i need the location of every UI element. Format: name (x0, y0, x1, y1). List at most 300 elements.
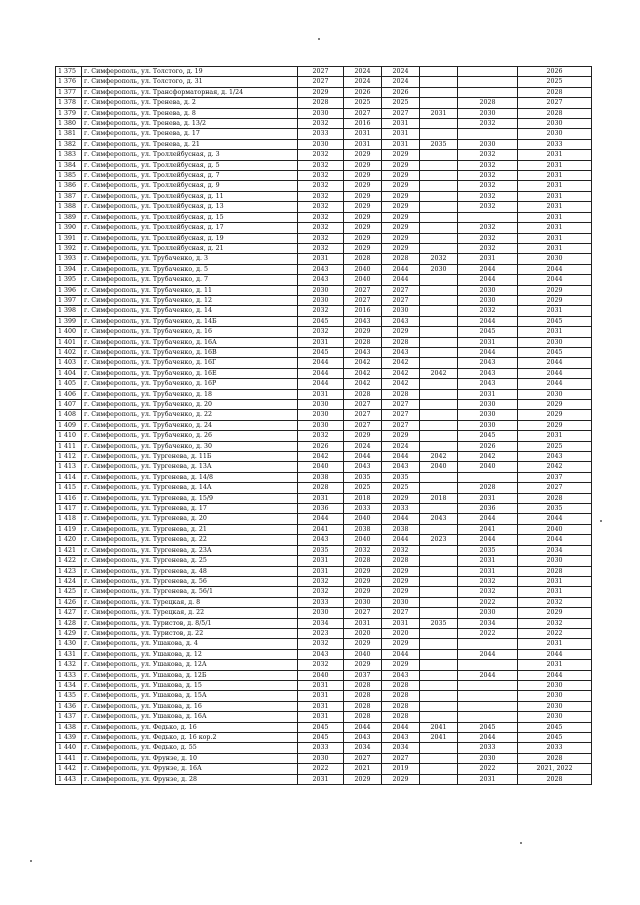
cell-row-number: 1 376 (56, 77, 82, 87)
cell-year-col-6: 2035 (518, 504, 592, 514)
cell-year-col-5: 2044 (458, 649, 518, 659)
cell-year-col-5: 2031 (458, 556, 518, 566)
table-row (56, 712, 592, 722)
cell-row-number: 1 410 (56, 431, 82, 441)
cell-year-col-1: 2040 (298, 670, 344, 680)
cell-year-col-3: 2031 (382, 129, 420, 139)
table-row (56, 452, 592, 462)
table-row (56, 774, 592, 784)
cell-year-col-5 (458, 680, 518, 690)
cell-address: г. Симферополь, ул. Трубаченко, д. 12 (82, 295, 298, 305)
cell-year-col-1: 2030 (298, 108, 344, 118)
cell-year-col-3: 2024 (382, 441, 420, 451)
cell-year-col-3: 2044 (382, 514, 420, 524)
cell-row-number: 1 384 (56, 160, 82, 170)
table-row (56, 420, 592, 430)
cell-address: г. Симферополь, ул. Тургенева, д. 21 (82, 524, 298, 534)
table-row (56, 722, 592, 732)
cell-row-number: 1 439 (56, 733, 82, 743)
cell-address: г. Симферополь, ул. Тургенева, д. 56 (82, 576, 298, 586)
cell-year-col-6: 2031 (518, 233, 592, 243)
cell-year-col-1: 2031 (298, 774, 344, 784)
table-row (56, 264, 592, 274)
cell-row-number: 1 424 (56, 576, 82, 586)
cell-year-col-5: 2044 (458, 733, 518, 743)
cell-year-col-3: 2044 (382, 535, 420, 545)
cell-year-col-3: 2028 (382, 680, 420, 690)
cell-address: г. Симферополь, ул. Тургенева, д. 15/9 (82, 493, 298, 503)
cell-year-col-5: 2032 (458, 171, 518, 181)
cell-year-col-5: 2042 (458, 452, 518, 462)
cell-year-col-5: 2044 (458, 275, 518, 285)
table-row (56, 368, 592, 378)
cell-year-col-1: 2032 (298, 576, 344, 586)
cell-year-col-5: 2036 (458, 504, 518, 514)
cell-year-col-3: 2034 (382, 743, 420, 753)
table-row (56, 285, 592, 295)
table-row (56, 306, 592, 316)
table-row (56, 441, 592, 451)
cell-year-col-6: 2031 (518, 306, 592, 316)
table-row (56, 347, 592, 357)
cell-row-number: 1 404 (56, 368, 82, 378)
cell-year-col-5: 2043 (458, 379, 518, 389)
cell-year-col-5 (458, 472, 518, 482)
cell-year-col-1: 2031 (298, 712, 344, 722)
cell-address: г. Симферополь, ул. Ушакова, д. 12 (82, 649, 298, 659)
table-row (56, 202, 592, 212)
cell-year-col-4: 2042 (420, 452, 458, 462)
cell-year-col-4: 2035 (420, 139, 458, 149)
cell-year-col-3: 2042 (382, 368, 420, 378)
cell-row-number: 1 417 (56, 504, 82, 514)
cell-year-col-2: 2029 (344, 150, 382, 160)
cell-year-col-1: 2032 (298, 587, 344, 597)
cell-year-col-6: 2045 (518, 347, 592, 357)
table-row (56, 191, 592, 201)
cell-row-number: 1 393 (56, 254, 82, 264)
cell-address: г. Симферополь, ул. Ушакова, д. 12Б (82, 670, 298, 680)
cell-year-col-6: 2029 (518, 410, 592, 420)
cell-address: г. Симферополь, ул. Троллейбусная, д. 7 (82, 171, 298, 181)
table-row (56, 223, 592, 233)
cell-year-col-6: 2045 (518, 722, 592, 732)
cell-year-col-2: 2029 (344, 171, 382, 181)
cell-year-col-4 (420, 701, 458, 711)
cell-row-number: 1 402 (56, 347, 82, 357)
cell-year-col-4 (420, 597, 458, 607)
cell-year-col-2: 2043 (344, 347, 382, 357)
table-row (56, 618, 592, 628)
cell-year-col-4 (420, 212, 458, 222)
scan-speck (318, 38, 320, 40)
cell-year-col-2: 2043 (344, 316, 382, 326)
cell-year-col-6: 2044 (518, 670, 592, 680)
cell-year-col-5: 2032 (458, 191, 518, 201)
cell-year-col-4 (420, 691, 458, 701)
cell-year-col-5: 2030 (458, 139, 518, 149)
cell-year-col-5: 2044 (458, 316, 518, 326)
cell-year-col-5: 2030 (458, 608, 518, 618)
cell-row-number: 1 382 (56, 139, 82, 149)
cell-row-number: 1 427 (56, 608, 82, 618)
cell-year-col-1: 2031 (298, 337, 344, 347)
cell-address: г. Симферополь, ул. Тренева, д. 17 (82, 129, 298, 139)
table-row (56, 400, 592, 410)
cell-year-col-4 (420, 680, 458, 690)
cell-year-col-4 (420, 191, 458, 201)
cell-year-col-1: 2032 (298, 160, 344, 170)
cell-row-number: 1 432 (56, 660, 82, 670)
table-row (56, 576, 592, 586)
cell-row-number: 1 415 (56, 483, 82, 493)
cell-year-col-2: 2029 (344, 639, 382, 649)
cell-year-col-3: 2028 (382, 337, 420, 347)
cell-year-col-3: 2029 (382, 160, 420, 170)
cell-year-col-4: 2042 (420, 368, 458, 378)
cell-address: г. Симферополь, ул. Трубаченко, д. 20 (82, 400, 298, 410)
table-row (56, 275, 592, 285)
cell-address: г. Симферополь, ул. Толстого, д. 19 (82, 67, 298, 77)
cell-year-col-6: 2028 (518, 774, 592, 784)
cell-year-col-4 (420, 545, 458, 555)
cell-year-col-3: 2042 (382, 379, 420, 389)
cell-year-col-2: 2016 (344, 119, 382, 129)
cell-year-col-5: 2043 (458, 368, 518, 378)
cell-year-col-1: 2032 (298, 212, 344, 222)
table-row (56, 160, 592, 170)
cell-year-col-6: 2029 (518, 295, 592, 305)
cell-year-col-4: 2043 (420, 514, 458, 524)
table-row (56, 753, 592, 763)
table-row (56, 410, 592, 420)
cell-year-col-5: 2030 (458, 753, 518, 763)
cell-year-col-1: 2032 (298, 233, 344, 243)
cell-year-col-2: 2028 (344, 254, 382, 264)
cell-year-col-1: 2045 (298, 733, 344, 743)
cell-year-col-3: 2028 (382, 701, 420, 711)
cell-year-col-4 (420, 98, 458, 108)
cell-year-col-4 (420, 295, 458, 305)
cell-year-col-3: 2025 (382, 483, 420, 493)
cell-address: г. Симферополь, ул. Трансформаторная, д. 1/24 (82, 87, 298, 97)
cell-year-col-4 (420, 316, 458, 326)
cell-year-col-5: 2032 (458, 160, 518, 170)
cell-row-number: 1 380 (56, 119, 82, 129)
cell-year-col-4 (420, 306, 458, 316)
cell-row-number: 1 409 (56, 420, 82, 430)
cell-address: г. Симферополь, ул. Тренева, д. 2 (82, 98, 298, 108)
cell-row-number: 1 437 (56, 712, 82, 722)
cell-year-col-1: 2032 (298, 171, 344, 181)
cell-year-col-4 (420, 649, 458, 659)
table-row (56, 129, 592, 139)
cell-year-col-5: 2044 (458, 514, 518, 524)
cell-year-col-2: 2042 (344, 358, 382, 368)
cell-address: г. Симферополь, ул. Трубаченко, д. 16В (82, 347, 298, 357)
table-row (56, 67, 592, 77)
cell-row-number: 1 426 (56, 597, 82, 607)
cell-year-col-6: 2031 (518, 202, 592, 212)
table-row (56, 649, 592, 659)
cell-year-col-4 (420, 566, 458, 576)
cell-year-col-3: 2029 (382, 233, 420, 243)
cell-year-col-5: 2032 (458, 233, 518, 243)
cell-year-col-6: 2030 (518, 129, 592, 139)
cell-year-col-1: 2043 (298, 264, 344, 274)
cell-year-col-4: 2018 (420, 493, 458, 503)
cell-address: г. Симферополь, ул. Трубаченко, д. 14Б (82, 316, 298, 326)
cell-year-col-6: 2031 (518, 327, 592, 337)
table-row (56, 389, 592, 399)
cell-row-number: 1 397 (56, 295, 82, 305)
cell-year-col-1: 2044 (298, 368, 344, 378)
cell-row-number: 1 422 (56, 556, 82, 566)
cell-year-col-5 (458, 77, 518, 87)
cell-year-col-2: 2044 (344, 722, 382, 732)
schedule-table (55, 66, 592, 785)
cell-address: г. Симферополь, ул. Федько, д. 16 кор.2 (82, 733, 298, 743)
cell-year-col-2: 2028 (344, 691, 382, 701)
table-row (56, 493, 592, 503)
cell-year-col-6: 2028 (518, 566, 592, 576)
cell-row-number: 1 391 (56, 233, 82, 243)
cell-year-col-1: 2032 (298, 223, 344, 233)
table-row (56, 462, 592, 472)
cell-address: г. Симферополь, ул. Ушакова, д. 15А (82, 691, 298, 701)
cell-year-col-6: 2029 (518, 420, 592, 430)
cell-year-col-6: 2030 (518, 691, 592, 701)
cell-year-col-4 (420, 587, 458, 597)
cell-year-col-1: 2032 (298, 191, 344, 201)
cell-year-col-3: 2029 (382, 431, 420, 441)
table-row (56, 608, 592, 618)
cell-row-number: 1 440 (56, 743, 82, 753)
cell-year-col-6: 2044 (518, 264, 592, 274)
cell-year-col-1: 2031 (298, 566, 344, 576)
cell-year-col-4 (420, 660, 458, 670)
table-row (56, 472, 592, 482)
cell-address: г. Симферополь, ул. Троллейбусная, д. 3 (82, 150, 298, 160)
cell-year-col-5: 2032 (458, 587, 518, 597)
cell-year-col-2: 2025 (344, 483, 382, 493)
cell-year-col-5: 2028 (458, 98, 518, 108)
cell-year-col-1: 2043 (298, 275, 344, 285)
cell-year-col-6: 2044 (518, 535, 592, 545)
cell-year-col-6: 2037 (518, 472, 592, 482)
cell-year-col-1: 2036 (298, 504, 344, 514)
cell-year-col-2: 2028 (344, 701, 382, 711)
cell-year-col-4 (420, 233, 458, 243)
cell-year-col-4 (420, 337, 458, 347)
cell-year-col-2: 2026 (344, 87, 382, 97)
cell-year-col-4: 2032 (420, 254, 458, 264)
cell-year-col-2: 2029 (344, 431, 382, 441)
cell-year-col-4 (420, 420, 458, 430)
cell-year-col-2: 2037 (344, 670, 382, 680)
cell-row-number: 1 377 (56, 87, 82, 97)
table-row (56, 628, 592, 638)
cell-year-col-5: 2043 (458, 358, 518, 368)
cell-row-number: 1 411 (56, 441, 82, 451)
cell-year-col-4 (420, 358, 458, 368)
cell-year-col-2: 2027 (344, 420, 382, 430)
table-row (56, 233, 592, 243)
table-row (56, 680, 592, 690)
cell-year-col-2: 2040 (344, 264, 382, 274)
table-row (56, 337, 592, 347)
table-row (56, 358, 592, 368)
cell-row-number: 1 412 (56, 452, 82, 462)
cell-address: г. Симферополь, ул. Ушакова, д. 4 (82, 639, 298, 649)
cell-year-col-4 (420, 87, 458, 97)
cell-year-col-1: 2029 (298, 87, 344, 97)
cell-address: г. Симферополь, ул. Трубаченко, д. 11 (82, 285, 298, 295)
cell-year-col-4 (420, 119, 458, 129)
cell-year-col-6: 2029 (518, 608, 592, 618)
cell-year-col-6: 2028 (518, 87, 592, 97)
cell-year-col-3: 2031 (382, 119, 420, 129)
cell-year-col-1: 2033 (298, 129, 344, 139)
cell-address: г. Симферополь, ул. Турецкая, д. 8 (82, 597, 298, 607)
cell-address: г. Симферополь, ул. Туристов, д. 22 (82, 628, 298, 638)
cell-year-col-3: 2044 (382, 452, 420, 462)
cell-row-number: 1 385 (56, 171, 82, 181)
cell-row-number: 1 388 (56, 202, 82, 212)
cell-year-col-3: 2027 (382, 420, 420, 430)
cell-year-col-3: 2028 (382, 712, 420, 722)
cell-year-col-6: 2032 (518, 597, 592, 607)
cell-year-col-1: 2040 (298, 462, 344, 472)
cell-year-col-6: 2029 (518, 400, 592, 410)
cell-address: г. Симферополь, ул. Тренева, д. 13/2 (82, 119, 298, 129)
cell-year-col-3: 2024 (382, 67, 420, 77)
cell-year-col-3: 2029 (382, 181, 420, 191)
cell-address: г. Симферополь, ул. Ушакова, д. 12А (82, 660, 298, 670)
cell-year-col-5: 2028 (458, 483, 518, 493)
cell-year-col-2: 2032 (344, 545, 382, 555)
cell-address: г. Симферополь, ул. Ушакова, д. 16 (82, 701, 298, 711)
cell-year-col-3: 2029 (382, 243, 420, 253)
cell-year-col-1: 2022 (298, 764, 344, 774)
cell-address: г. Симферополь, ул. Трубаченко, д. 7 (82, 275, 298, 285)
cell-year-col-5 (458, 212, 518, 222)
cell-year-col-5: 2044 (458, 347, 518, 357)
cell-year-col-2: 2030 (344, 597, 382, 607)
cell-year-col-3: 2029 (382, 566, 420, 576)
cell-year-col-3: 2025 (382, 98, 420, 108)
cell-year-col-2: 2028 (344, 712, 382, 722)
cell-year-col-3: 2027 (382, 753, 420, 763)
cell-year-col-5: 2031 (458, 774, 518, 784)
cell-year-col-3: 2029 (382, 493, 420, 503)
cell-year-col-4 (420, 243, 458, 253)
cell-row-number: 1 442 (56, 764, 82, 774)
cell-year-col-5: 2040 (458, 462, 518, 472)
table-row (56, 254, 592, 264)
cell-year-col-5: 2032 (458, 576, 518, 586)
cell-year-col-2: 2021 (344, 764, 382, 774)
cell-address: г. Симферополь, ул. Троллейбусная, д. 5 (82, 160, 298, 170)
cell-year-col-4 (420, 524, 458, 534)
cell-year-col-2: 2024 (344, 67, 382, 77)
cell-year-col-1: 2043 (298, 535, 344, 545)
cell-year-col-6: 2021, 2022 (518, 764, 592, 774)
cell-year-col-2: 2035 (344, 472, 382, 482)
cell-year-col-2: 2029 (344, 774, 382, 784)
cell-year-col-1: 2045 (298, 722, 344, 732)
cell-address: г. Симферополь, ул. Трубаченко, д. 26 (82, 431, 298, 441)
cell-year-col-2: 2024 (344, 441, 382, 451)
cell-year-col-3: 2044 (382, 275, 420, 285)
cell-year-col-5: 2045 (458, 431, 518, 441)
cell-year-col-5 (458, 691, 518, 701)
cell-year-col-5 (458, 129, 518, 139)
cell-year-col-2: 2028 (344, 556, 382, 566)
cell-year-col-5: 2031 (458, 493, 518, 503)
cell-year-col-1: 2044 (298, 514, 344, 524)
cell-year-col-1: 2031 (298, 680, 344, 690)
cell-year-col-2: 2029 (344, 233, 382, 243)
cell-year-col-4 (420, 774, 458, 784)
cell-address: г. Симферополь, ул. Турецкая, д. 22 (82, 608, 298, 618)
cell-row-number: 1 399 (56, 316, 82, 326)
cell-row-number: 1 401 (56, 337, 82, 347)
cell-year-col-5 (458, 639, 518, 649)
cell-address: г. Симферополь, ул. Трубаченко, д. 30 (82, 441, 298, 451)
cell-year-col-2: 2024 (344, 77, 382, 87)
cell-year-col-5 (458, 660, 518, 670)
cell-row-number: 1 429 (56, 628, 82, 638)
cell-year-col-2: 2029 (344, 223, 382, 233)
cell-year-col-4 (420, 753, 458, 763)
cell-row-number: 1 405 (56, 379, 82, 389)
cell-year-col-3: 2027 (382, 608, 420, 618)
table-row (56, 701, 592, 711)
cell-year-col-6: 2032 (518, 618, 592, 628)
table-row (56, 691, 592, 701)
cell-year-col-3: 2029 (382, 327, 420, 337)
cell-year-col-4 (420, 743, 458, 753)
cell-year-col-2: 2040 (344, 535, 382, 545)
cell-row-number: 1 408 (56, 410, 82, 420)
cell-year-col-2: 2027 (344, 285, 382, 295)
cell-year-col-2: 2027 (344, 753, 382, 763)
cell-year-col-6: 2044 (518, 514, 592, 524)
cell-year-col-4: 2041 (420, 722, 458, 732)
cell-year-col-5: 2034 (458, 618, 518, 628)
cell-year-col-4 (420, 483, 458, 493)
cell-year-col-2: 2029 (344, 576, 382, 586)
cell-year-col-3: 2029 (382, 587, 420, 597)
cell-year-col-6: 2031 (518, 171, 592, 181)
cell-year-col-1: 2030 (298, 139, 344, 149)
cell-year-col-3: 2027 (382, 410, 420, 420)
cell-year-col-3: 2027 (382, 285, 420, 295)
cell-year-col-2: 2029 (344, 243, 382, 253)
cell-year-col-4 (420, 389, 458, 399)
cell-year-col-5: 2030 (458, 420, 518, 430)
cell-address: г. Симферополь, ул. Троллейбусная, д. 21 (82, 243, 298, 253)
table-row (56, 587, 592, 597)
cell-row-number: 1 383 (56, 150, 82, 160)
cell-year-col-2: 2028 (344, 680, 382, 690)
cell-year-col-1: 2044 (298, 358, 344, 368)
cell-year-col-2: 2020 (344, 628, 382, 638)
cell-year-col-1: 2031 (298, 493, 344, 503)
cell-address: г. Симферополь, ул. Трубаченко, д. 24 (82, 420, 298, 430)
cell-year-col-6: 2027 (518, 98, 592, 108)
